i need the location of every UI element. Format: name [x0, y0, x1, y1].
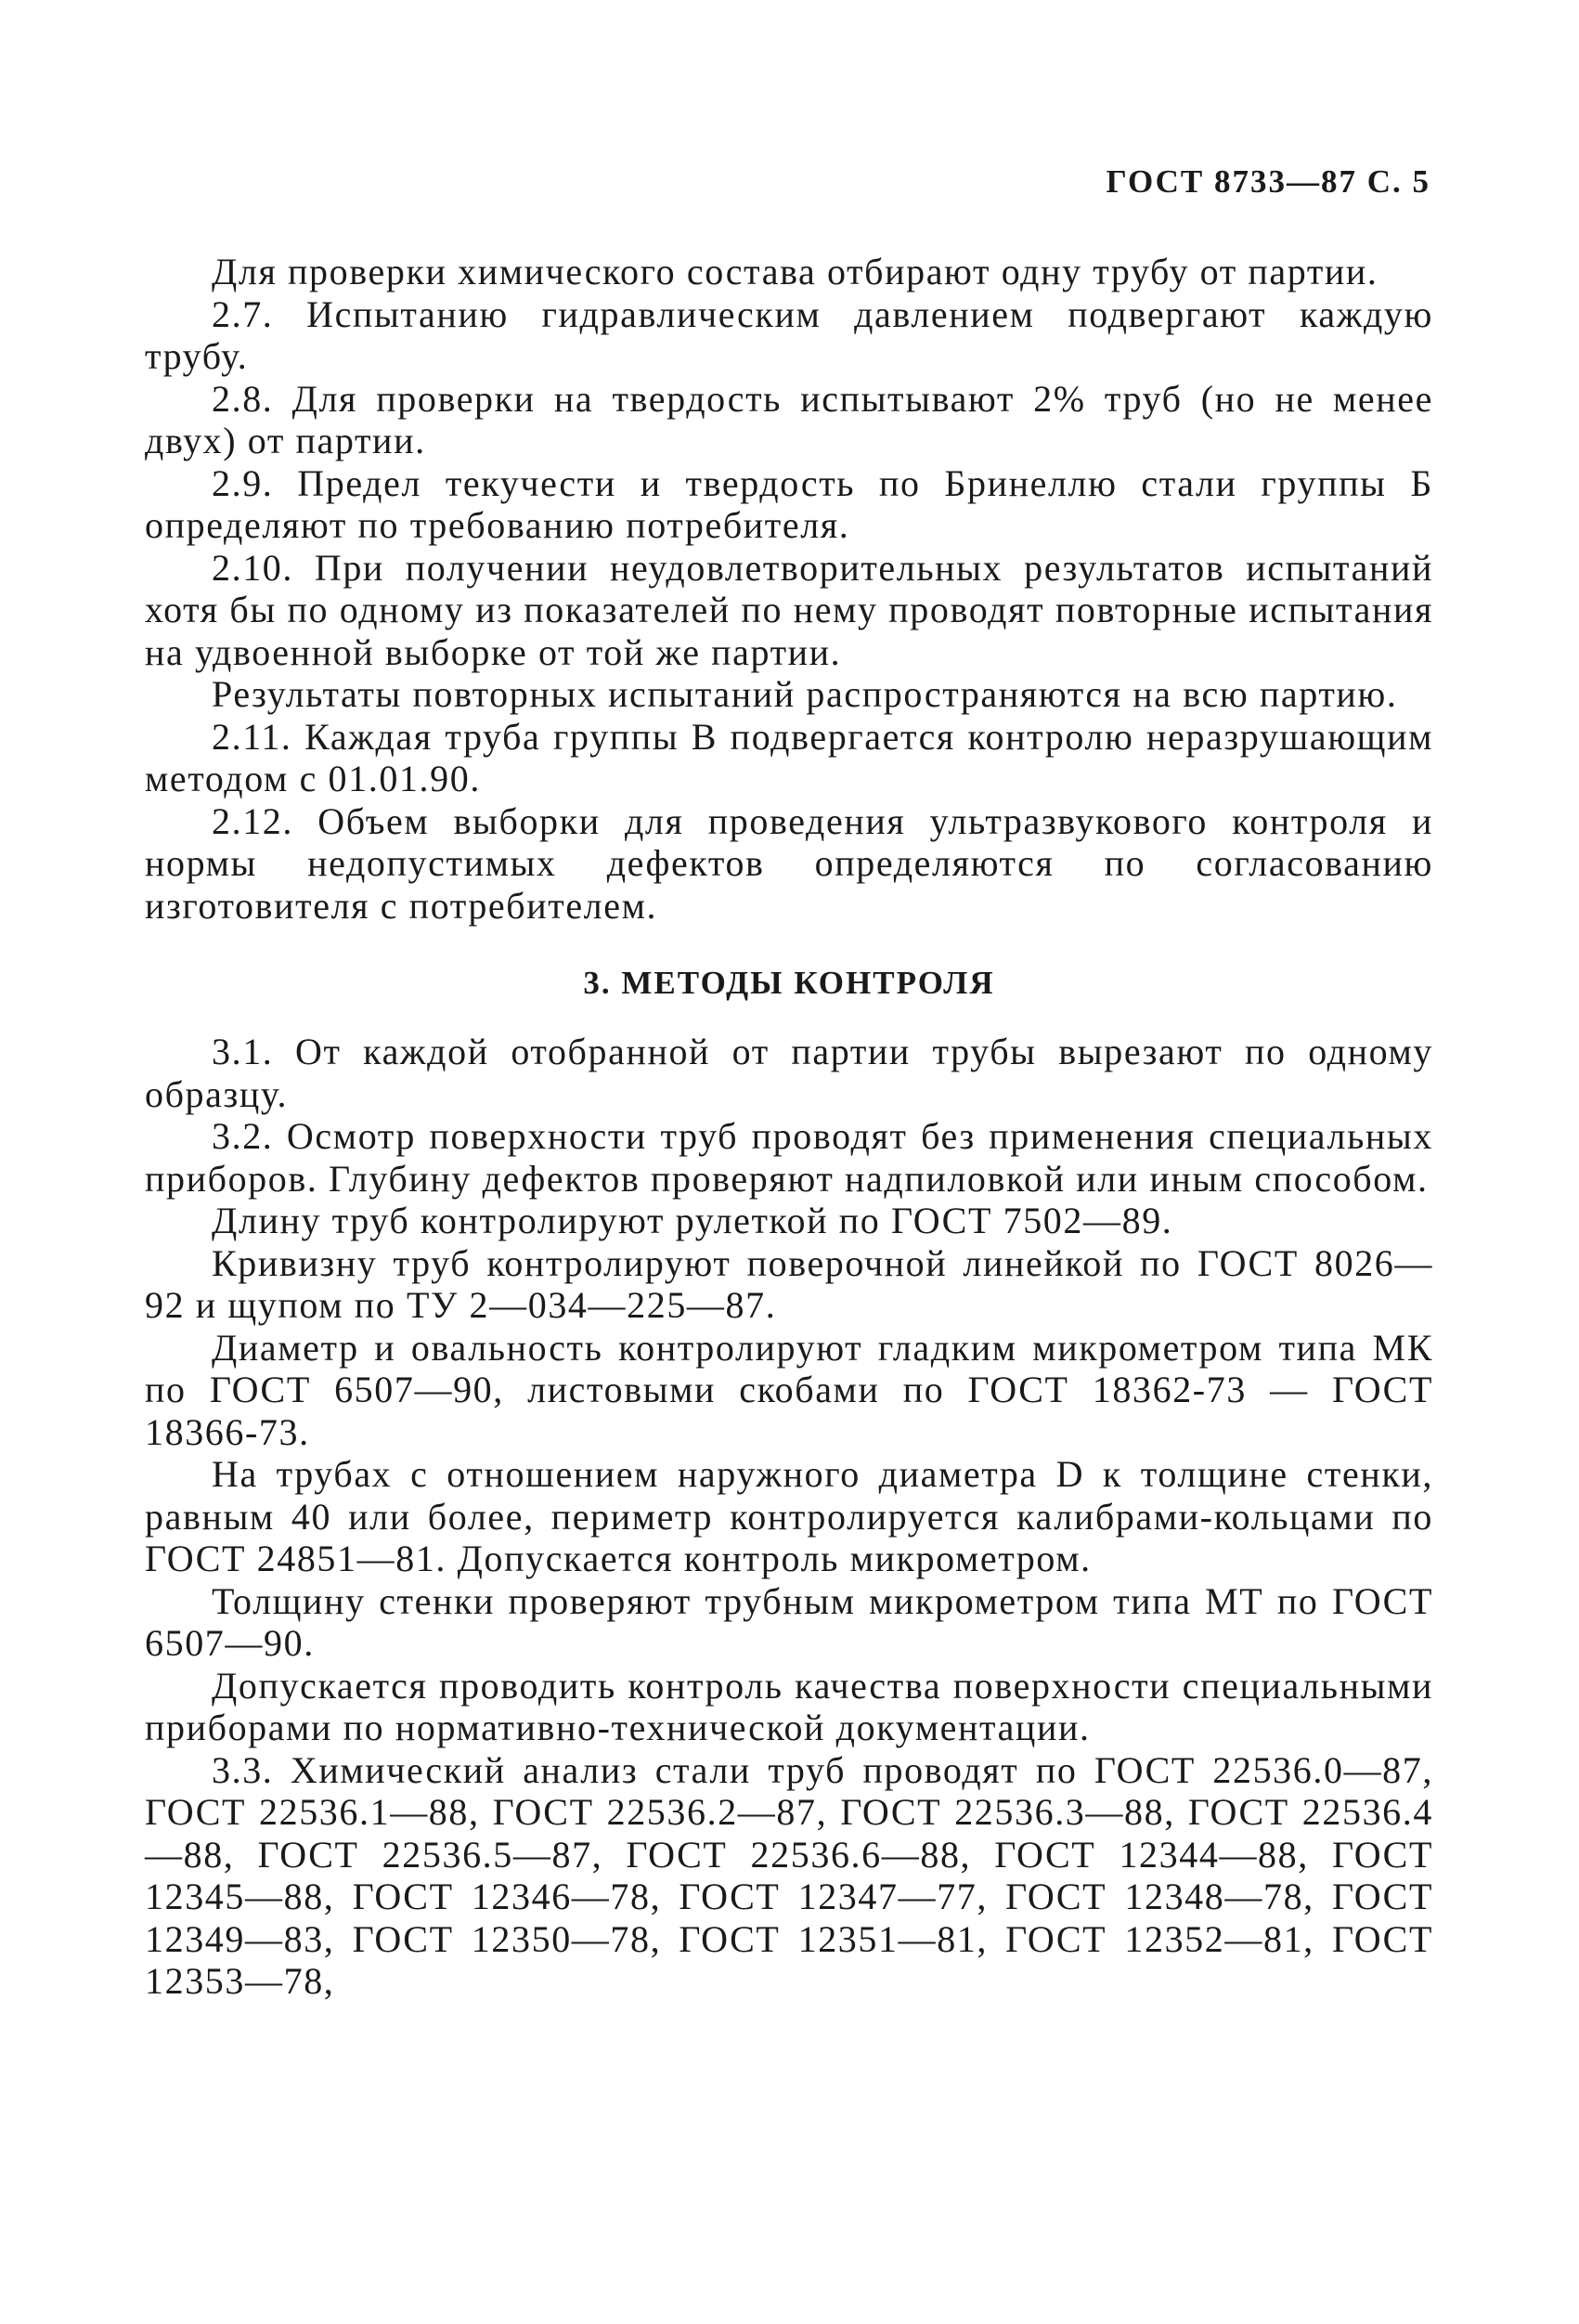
paragraph: 3.3. Химический анализ стали труб проводят по ГОСТ 22536.0—87, ГОСТ 22536.1—88, ГОСТ 22536.2—87, ГОСТ 22536.3—88, ГОСТ 22536.4—88, ГОСТ 22536.5—87, ГОСТ 22536.6—88, ГОСТ 12344—88, ГОСТ 12345—88, ГОСТ 12346—78, ГОСТ 12347—77, ГОСТ 12348—78, ГОСТ 12349—83, ГОСТ 12350—78, ГОСТ 12351—81, ГОСТ 12352—81, ГОСТ 12353—78, — [145, 1748, 1433, 2002]
paragraph: 3.2. Осмотр поверхности труб проводят без применения специальных приборов. Глубину дефектов проверяют надпиловкой или иным способом. — [145, 1115, 1433, 1200]
page-header: ГОСТ 8733—87 С. 5 — [1106, 163, 1430, 200]
paragraph: Результаты повторных испытаний распространяются на всю партию. — [212, 673, 1398, 715]
paragraph: Для проверки химического состава отбирают одну трубу от партии. — [212, 251, 1378, 292]
paragraph: 2.9. Предел текучести и твердость по Бринеллю стали группы Б определяют по требованию потребителя. — [145, 461, 1433, 546]
paragraph: Кривизну труб контролируют поверочной линейкой по ГОСТ 8026—92 и щупом по ТУ 2—034—225—87. — [145, 1241, 1433, 1326]
paragraph: 2.11. Каждая труба группы В подвергается контролю неразрушающим методом с 01.01.90. — [145, 715, 1433, 799]
document-body — [145, 251, 1433, 2003]
section-heading: 3. МЕТОДЫ КОНТРОЛЯ — [583, 965, 995, 1001]
paragraph: 3.1. От каждой отобранной от партии трубы вырезают по одному образцу. — [145, 1031, 1433, 1115]
paragraph: Толщину стенки проверяют трубным микрометром типа МТ по ГОСТ 6507—90. — [145, 1579, 1433, 1664]
paragraph: 2.12. Объем выборки для проведения ультразвукового контроля и нормы недопустимых дефектов определяются по согласованию изготовителя с потребителем. — [145, 799, 1433, 927]
paragraph: Диаметр и овальность контролируют гладким микрометром типа МК по ГОСТ 6507—90, листовыми скобами по ГОСТ 18362-73 — ГОСТ 18366-73. — [145, 1326, 1433, 1453]
paragraph: Длину труб контролируют рулеткой по ГОСТ 7502—89. — [212, 1200, 1173, 1241]
paragraph: 2.10. При получении неудовлетворительных результатов испытаний хотя бы по одному из показателей по нему проводят повторные испытания на удвоенной выборке от той же партии. — [145, 546, 1433, 673]
paragraph: На трубах с отношением наружного диаметра D к толщине стенки, равным 40 или более, периметр контролируется калибрами-кольцами по ГОСТ 24851—81. Допускается контроль микрометром. — [145, 1453, 1433, 1579]
paragraph: 2.8. Для проверки на твердость испытывают 2% труб (но не менее двух) от партии. — [145, 377, 1433, 461]
paragraph: 2.7. Испытанию гидравлическим давлением подвергают каждую трубу. — [145, 292, 1433, 377]
paragraph: Допускается проводить контроль качества поверхности специальными приборами по нормативно-технической документации. — [145, 1664, 1433, 1748]
